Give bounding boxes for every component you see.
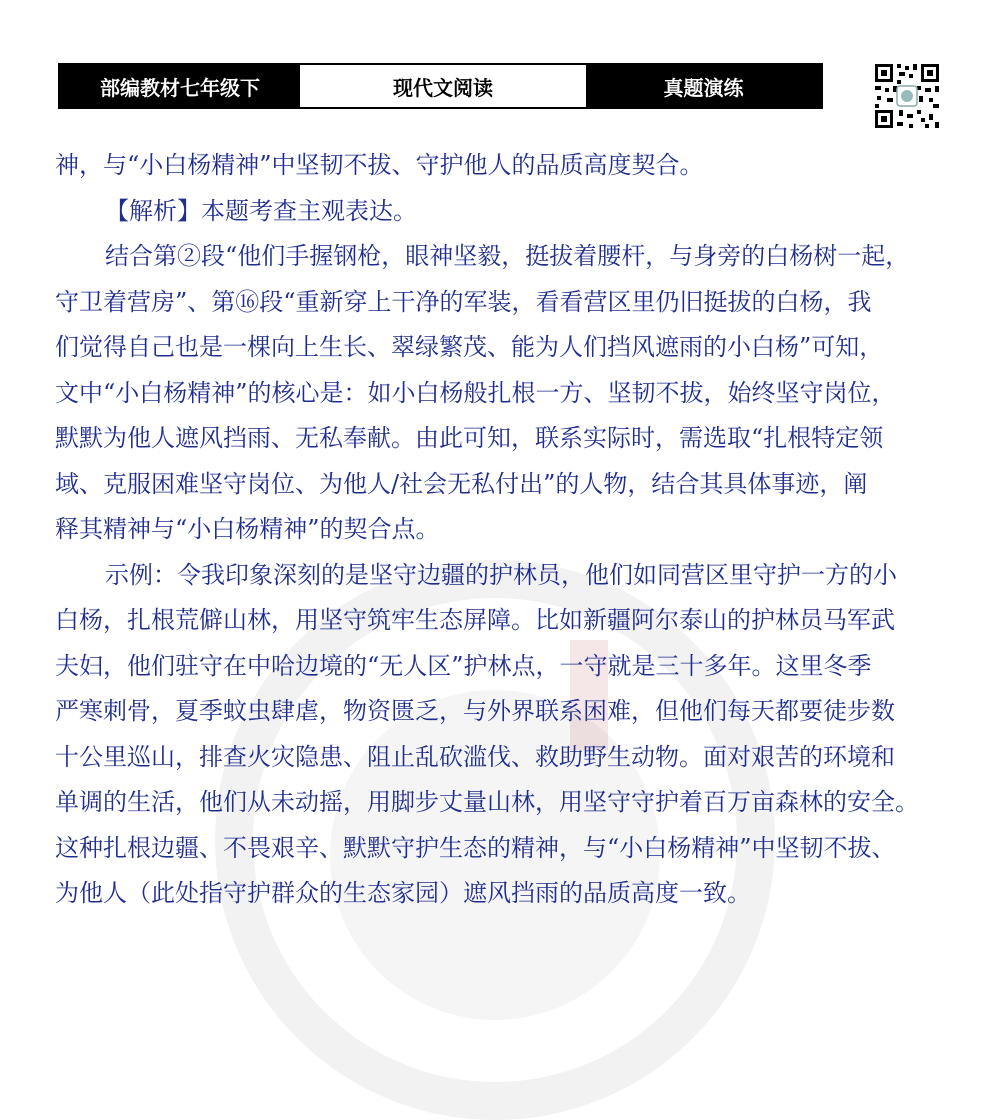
header-bar: [58, 63, 823, 109]
text-line: 十公里巡山，排查火灾隐患、阻止乱砍滥伐、救助野生动物。面对艰苦的环境和: [55, 742, 895, 771]
text-line: 单调的生活，他们从未动摇，用脚步丈量山林，用坚守守护着百万亩森林的安全。: [55, 788, 919, 816]
header-section-title: 现代文阅读: [300, 65, 586, 107]
text-line: 默默为他人遮风挡雨、无私奉献。由此可知，联系实际时，需选取“扎根特定领: [55, 424, 884, 452]
text-line: 神，与“小白杨精神”中坚韧不拔、守护他人的品质高度契合。: [55, 151, 704, 179]
text-line: 严寒刺骨，夏季蚊虫肆虐，物资匮乏，与外界联系困难，但他们每天都要徒步数: [55, 697, 895, 725]
text-line: 为他人（此处指守护群众的生态家园）遮风挡雨的品质高度一致。: [55, 879, 751, 907]
text-line: 示例：令我印象深刻的是坚守边疆的护林员，他们如同营区里守护一方的小: [105, 560, 897, 589]
text-line: 释其精神与“小白杨精神”的契合点。: [55, 515, 440, 543]
text-line: 守卫着营房”、第⑯段“重新穿上干净的军装，看看营区里仍旧挺拔的白杨，我: [55, 287, 872, 316]
header-practice-label: 真题演练: [586, 65, 821, 107]
text-line: 白杨，扎根荒僻山林，用坚守筑牢生态屏障。比如新疆阿尔泰山的护林员马军武: [55, 606, 895, 634]
qr-code-icon[interactable]: [873, 62, 941, 130]
header-textbook-label: 部编教材七年级下: [60, 65, 300, 107]
text-line: 结合第②段“他们手握钢枪，眼神坚毅，挺拔着腰杆，与身旁的白杨树一起，: [105, 242, 910, 270]
text-line: 这种扎根边疆、不畏艰辛、默默守护生态的精神，与“小白杨精神”中坚韧不拔、: [55, 833, 896, 862]
document-body: [55, 143, 947, 917]
text-line: 夫妇，他们驻守在中哈边境的“无人区”护林点，一守就是三十多年。这里冬季: [55, 651, 872, 680]
text-line: 们觉得自己也是一棵向上生长、翠绿繁茂、能为人们挡风遮雨的小白杨”可知，: [55, 333, 884, 361]
text-line: 文中“小白杨精神”的核心是：如小白杨般扎根一方、坚韧不拔，始终坚守岗位，: [55, 378, 896, 407]
text-line: 【解析】本题考查主观表达。: [105, 196, 417, 225]
text-line: 域、克服困难坚守岗位、为他人/社会无私付出”的人物，结合其具体事迹，阐: [55, 469, 868, 498]
